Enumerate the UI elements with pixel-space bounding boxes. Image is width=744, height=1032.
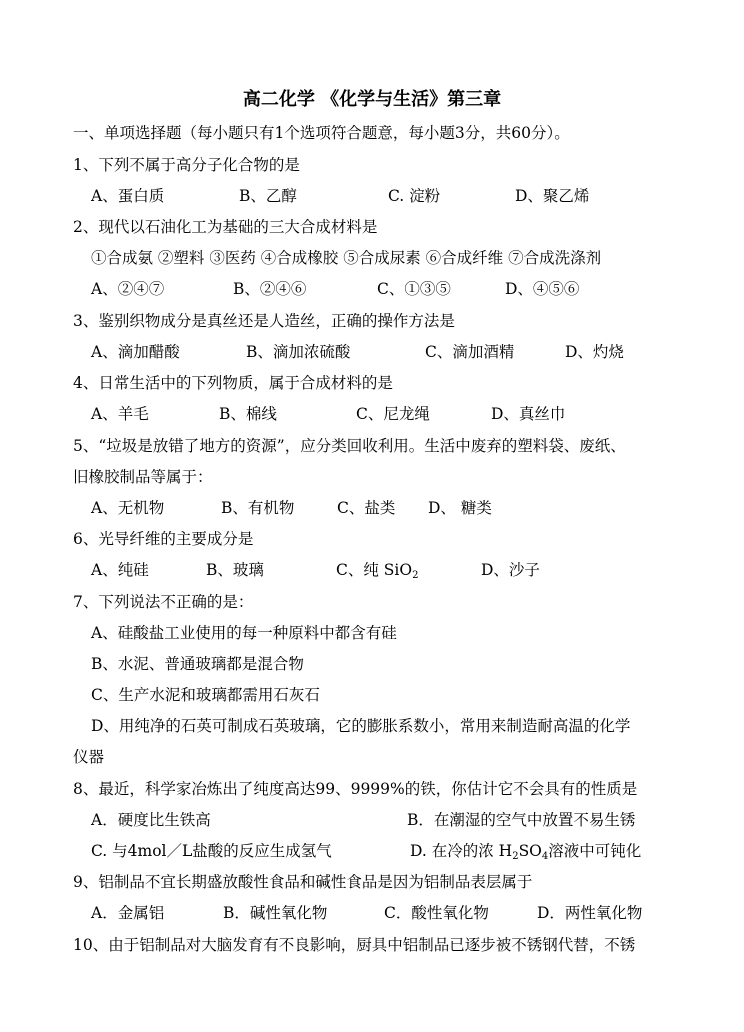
- question-2-option-c: C、①③⑤: [377, 280, 451, 298]
- question-4-option-d: D、真丝巾: [491, 405, 566, 423]
- question-8-option-b: B．在潮湿的空气中放置不易生锈: [407, 811, 636, 829]
- question-3-stem: 3、鉴别织物成分是真丝还是人造丝，正确的操作方法是: [73, 312, 455, 330]
- question-8-option-d-text-2: SO: [518, 842, 542, 860]
- question-3-option-b: B、滴加浓硫酸: [246, 343, 351, 361]
- question-2-stem: 2、现代以石油化工为基础的三大合成材料是: [73, 218, 378, 236]
- question-10-stem: 10、由于铝制品对大脑发育有不良影响，厨具中铝制品已逐步被不锈钢代替，不锈: [73, 936, 636, 954]
- question-3-option-d: D、灼烧: [565, 343, 624, 361]
- question-5-stem-line-1: 5、“垃圾是放错了地方的资源”，应分类回收利用。生活中废弃的塑料袋、废纸、: [73, 437, 626, 455]
- question-9-option-a: A．金属铝: [91, 904, 165, 922]
- question-4-option-c: C、尼龙绳: [356, 405, 430, 423]
- question-4-option-b: B、棉线: [219, 405, 277, 423]
- question-1-option-b: B、乙醇: [239, 187, 297, 205]
- question-5-stem-line-2: 旧橡胶制品等属于：: [73, 468, 213, 486]
- question-7-option-c: C、生产水泥和玻璃都需用石灰石: [91, 686, 320, 704]
- question-8-option-d-subscript-1: 2: [512, 851, 519, 862]
- question-5-option-d: D、 糖类: [428, 499, 492, 517]
- question-4-option-a: A、羊毛: [91, 405, 149, 423]
- question-7-option-d-line-1: D、用纯净的石英可制成石英玻璃，它的膨胀系数小，常用来制造耐高温的化学: [91, 717, 631, 735]
- page-title: 高二化学 《化学与生活》第三章: [242, 89, 502, 110]
- question-1-option-c: C. 淀粉: [388, 187, 441, 205]
- question-7-option-d-line-2: 仪器: [73, 748, 105, 766]
- question-3-option-a: A、滴加醋酸: [91, 343, 180, 361]
- question-8-option-d-text-3: 溶液中可钝化: [548, 842, 642, 860]
- question-2-items: ①合成氨 ②塑料 ③医药 ④合成橡胶 ⑤合成尿素 ⑥合成纤维 ⑦合成洗涤剂: [91, 249, 602, 267]
- question-8-option-d-text-1: D. 在冷的浓 H: [410, 842, 513, 860]
- question-6-option-d: D、沙子: [481, 561, 540, 579]
- question-9-stem: 9、铝制品不宜长期盛放酸性食品和碱性食品是因为铝制品表层属于: [73, 873, 533, 891]
- question-9-option-d: D．两性氧化物: [537, 904, 643, 922]
- question-8-option-a: A．硬度比生铁高: [91, 811, 211, 829]
- question-8-option-c: C. 与4mol／L盐酸的反应生成氢气: [91, 842, 332, 860]
- question-9-option-b: B．碱性氧化物: [223, 904, 328, 922]
- question-7-option-b: B、水泥、普通玻璃都是混合物: [91, 655, 304, 673]
- question-2-option-d: D、④⑤⑥: [505, 280, 580, 298]
- question-6-option-c: [336, 560, 418, 580]
- question-7-option-a: A、硅酸盐工业使用的每一种原料中都含有硅: [91, 624, 397, 642]
- question-8-option-d: [410, 841, 641, 861]
- question-1-option-a: A、蛋白质: [91, 187, 165, 205]
- section-heading: 一、单项选择题（每小题只有1个选项符合题意，每小题3分，共60分）。: [73, 124, 570, 142]
- question-8-option-d-subscript-2: 4: [541, 851, 549, 862]
- question-2-option-b: B、②④⑥: [233, 280, 307, 298]
- question-2-option-a: A、②④⑦: [91, 280, 165, 298]
- question-8-stem: 8、最近，科学家冶炼出了纯度高达99、9999%的铁，你估计它不会具有的性质是: [73, 780, 638, 798]
- question-6-option-a: A、纯硅: [91, 561, 149, 579]
- question-5-option-b: B、有机物: [221, 499, 295, 517]
- question-9-option-c: C．酸性氧化物: [384, 904, 489, 922]
- question-6-option-c-text: C、纯 SiO: [336, 561, 413, 579]
- question-5-option-c: C、盐类: [337, 499, 396, 517]
- question-6-option-b: B、玻璃: [206, 561, 264, 579]
- question-6-option-c-subscript: 2: [412, 570, 419, 581]
- question-6-stem: 6、光导纤维的主要成分是: [73, 530, 254, 548]
- question-3-option-c: C、滴加酒精: [425, 343, 515, 361]
- question-1-stem: 1、下列不属于高分子化合物的是: [73, 156, 300, 174]
- question-4-stem: 4、日常生活中的下列物质，属于合成材料的是: [73, 374, 393, 392]
- question-7-stem: 7、下列说法不正确的是：: [73, 593, 254, 611]
- question-5-option-a: A、无机物: [91, 499, 165, 517]
- question-1-option-d: D、聚乙烯: [515, 187, 590, 205]
